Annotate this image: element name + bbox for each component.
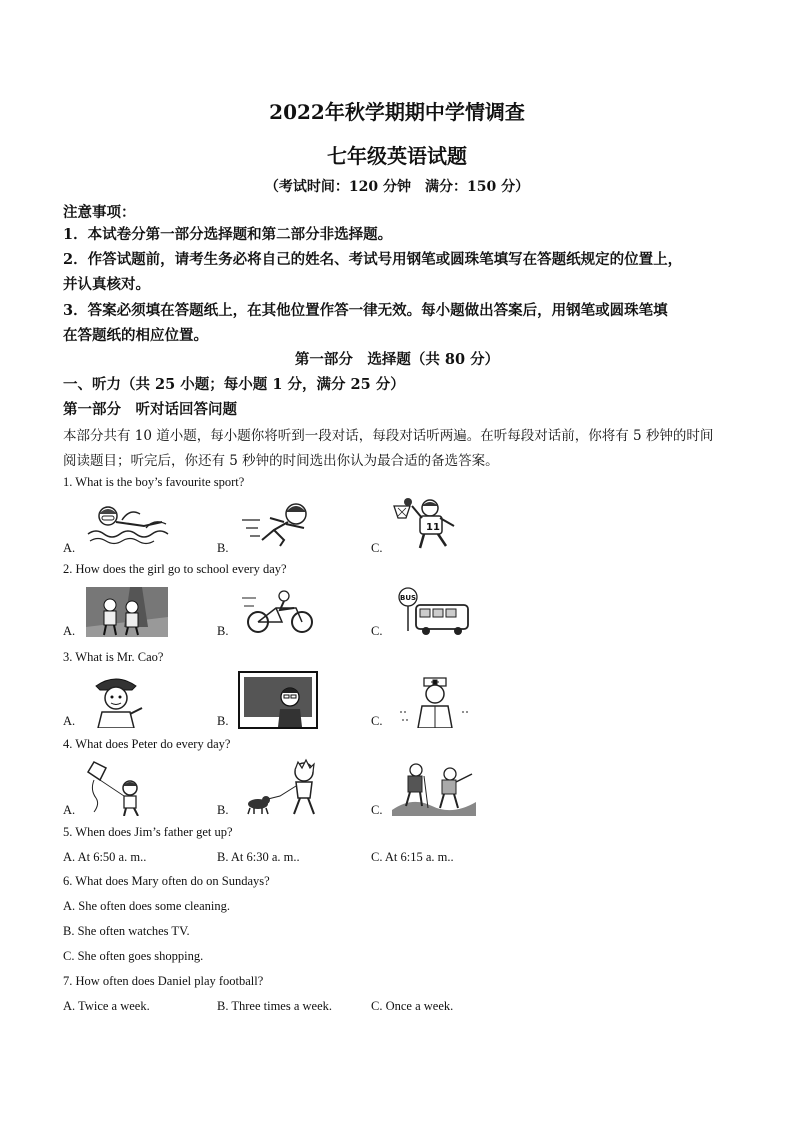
option-b: B.: [217, 803, 229, 817]
exam-title: 2022年秋学期期中学情调查: [269, 100, 525, 124]
option-c: C.: [371, 541, 383, 555]
teacher-picture: [238, 671, 318, 729]
notes-heading: 注意事项：: [63, 204, 136, 221]
policeman-picture: [88, 672, 144, 728]
note-line: 3．答案必须填在答题纸上，在其他位置作答一律无效。每小题做出答案后，用钢笔或圆珠笔填: [63, 302, 668, 319]
option-b: B. At 6:30 a. m..: [217, 850, 300, 864]
dog-walking-picture: [240, 758, 330, 816]
option-c: C.: [371, 624, 383, 638]
option-b: B.: [217, 541, 229, 555]
option-b: B.: [217, 624, 229, 638]
option-a: A. At 6:50 a. m..: [63, 850, 147, 864]
running-picture: [240, 500, 320, 548]
question-text: 5. When does Jim’s father get up?: [63, 825, 233, 839]
exam-info: （考试时间：120 分钟 满分：150 分）: [264, 179, 530, 195]
exam-subtitle: 七年级英语试题: [327, 144, 467, 168]
option-a: A.: [63, 541, 76, 555]
option-a: A.: [63, 803, 76, 817]
bus-picture: [394, 587, 470, 637]
option-c: C.: [371, 803, 383, 817]
hiking-picture: [392, 760, 476, 816]
option-c: C. Once a week.: [371, 999, 454, 1013]
note-line: 在答题纸的相应位置。: [63, 327, 208, 344]
bus-sign-label: BUS: [400, 594, 417, 602]
subsection-heading: 第一部分 听对话回答问题: [63, 401, 237, 418]
option-c: C.: [371, 714, 383, 728]
question-text: 3. What is Mr. Cao?: [63, 650, 164, 664]
option-a: A.: [63, 624, 76, 638]
question-text: 7. How often does Daniel play football?: [63, 974, 264, 988]
option-c: C. She often goes shopping.: [63, 949, 204, 963]
question-text: 4. What does Peter do every day?: [63, 737, 231, 751]
basketball-picture: [392, 498, 472, 552]
section-heading: 一、听力（共 25 小题；每小题 1 分，满分 25 分）: [63, 376, 405, 393]
note-line: 1．本试卷分第一部分选择题和第二部分非选择题。: [63, 226, 393, 243]
kite-flying-picture: [86, 760, 146, 816]
question-text: 2. How does the girl go to school every day?: [63, 562, 287, 576]
instruction-line: 阅读题目；听完后，你还有 5 秒钟的时间选出你认为最合适的备选答案。: [63, 453, 499, 469]
swimming-picture: [86, 500, 170, 546]
option-a: A.: [63, 714, 76, 728]
option-b: B.: [217, 714, 229, 728]
jersey-number: 11: [426, 522, 440, 533]
option-b: B. She often watches TV.: [63, 924, 190, 938]
part-heading: 第一部分 选择题（共 80 分）: [294, 351, 500, 368]
question-text: 1. What is the boy’s favourite sport?: [63, 475, 245, 489]
option-b: B. Three times a week.: [217, 999, 333, 1013]
question-text: 6. What does Mary often do on Sundays?: [63, 874, 270, 888]
option-a: A. Twice a week.: [63, 999, 150, 1013]
doctor-picture: [396, 672, 474, 728]
cycling-picture: [240, 590, 320, 634]
walking-picture: [86, 587, 168, 637]
instruction-line: 本部分共有 10 道小题，每小题你将听到一段对话，每段对话听两遍。在听每段对话前，你将有 5 秒钟的时间: [63, 428, 714, 444]
note-line: 并认真核对。: [63, 276, 150, 293]
option-c: C. At 6:15 a. m..: [371, 850, 454, 864]
note-line: 2．作答试题前，请考生务必将自己的姓名、考试号用钢笔或圆珠笔填写在答题纸规定的位置上，: [63, 251, 683, 268]
option-a: A. She often does some cleaning.: [63, 899, 230, 913]
